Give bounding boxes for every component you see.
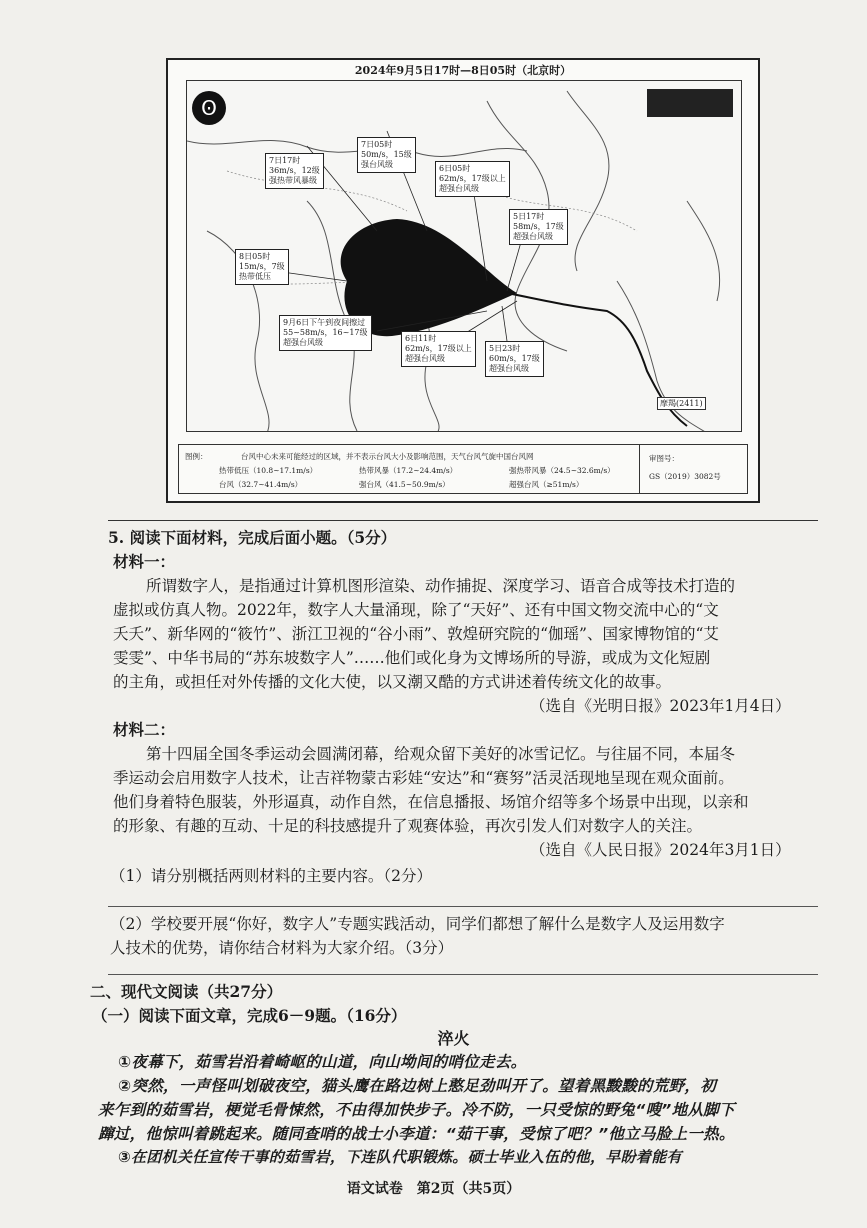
material2-line: 他们身着特色服装，外形逼真，动作自然，在信息播报、场馆介绍等多个场景中出现，以亲和 — [113, 793, 749, 811]
legend-item: 强热带风暴（24.5~32.6m/s） — [509, 466, 615, 475]
callout-6d11: 6日11时 62m/s，17级以上 超强台风级 — [401, 331, 476, 367]
legend-heading: 图例： — [185, 452, 208, 461]
article-paragraph-line: 来乍到的茹雪岩，梗觉毛骨悚然，不由得加快步子。冷不防，一只受惊的野兔“嗖”地从脚下 — [98, 1101, 735, 1119]
material2-line: 季运动会启用数字人技术，让吉祥物蒙古彩娃“安达”和“赛努”活灵活现地呈现在观众面前。 — [113, 769, 734, 787]
callout-7d17: 7日17时 36m/s，12级 强热带风暴级 — [265, 153, 324, 189]
material1-line: 夭夭”、新华网的“筱竹”、浙江卫视的“谷小雨”、敦煌研究院的“伽瑶”、国家博物馆的“艾 — [113, 625, 719, 643]
q5-sub2-line: 人技术的优势，请你结合材料为大家介绍。（3分） — [110, 939, 454, 957]
typhoon-map-figure — [166, 58, 760, 503]
callout-7d05: 7日05时 50m/s，15级 强台风级 — [357, 137, 416, 173]
material2-label: 材料二： — [113, 720, 176, 739]
section2-heading: 二、现代文阅读（共27分） — [90, 982, 283, 1001]
answer-line — [108, 974, 818, 975]
callout-5d23: 5日23时 60m/s，17级 超强台风级 — [485, 341, 544, 377]
article-title: 淬火 — [437, 1029, 470, 1048]
q5-sub2-line: （2）学校要开展“你好，数字人”专题实践活动，同学们都想了解什么是数字人及运用数字 — [110, 915, 725, 933]
material1-line: 虚拟或仿真人物。2022年，数字人大量涌现，除了“天好”、还有中国文物交流中心的“文 — [113, 601, 719, 619]
answer-line — [108, 906, 818, 907]
material1-line: 的主角，或担任对外传播的文化大使，以又潮又酷的方式讲述着传统文化的故事。 — [113, 673, 672, 691]
article-paragraph-line: ①夜幕下，茹雪岩沿着崎岖的山道，向山坳间的哨位走去。 — [118, 1053, 527, 1071]
review-label: 审图号： — [649, 454, 679, 463]
color-legend-block — [647, 89, 733, 117]
material2-line: 的形象、有趣的互动、十足的科技感提升了观赛体验，再次引发人们对数字人的关注。 — [113, 817, 703, 835]
typhoon-name-label: 摩羯(2411) — [657, 397, 706, 410]
callout-6d05: 6日05时 62m/s，17级以上 超强台风级 — [435, 161, 510, 197]
legend-item: 超强台风（≥51m/s） — [509, 480, 584, 489]
legend-note: 台风中心未来可能经过的区域，并不表示台风大小及影响范围，天气台风气旋中国台风网 — [241, 452, 534, 461]
legend-item: 强台风（41.5~50.9m/s） — [359, 480, 450, 489]
callout-5d17: 5日17时 58m/s，17级 超强台风级 — [509, 209, 568, 245]
legend-divider — [639, 445, 640, 493]
callout-8d05: 8日05时 15m/s，7级 热带低压 — [235, 249, 289, 285]
article-paragraph-line: ③在团机关任宣传干事的茹雪岩，下连队代职锻炼。硕士毕业入伍的他，早盼着能有 — [118, 1148, 682, 1166]
q5-heading: 5. 阅读下面材料，完成后面小题。（5分） — [108, 528, 397, 547]
q5-sub1: （1）请分别概括两则材料的主要内容。（2分） — [110, 867, 432, 885]
weather-logo-icon: Ꙩ — [192, 91, 226, 125]
article-paragraph-line: 蹿过，他惊叫着跳起来。随同查哨的战士小李道：“茹干事，受惊了吧？”他立马脸上一热。 — [98, 1125, 735, 1143]
divider — [108, 520, 818, 521]
map-title: 2024年9月5日17时—8日05时（北京时） — [354, 64, 572, 77]
map-area — [186, 80, 742, 432]
section2-subheading: （一）阅读下面文章，完成6－9题。（16分） — [92, 1006, 407, 1025]
material1-line: 雯雯”、中华书局的“苏东坡数字人”……他们或化身为文博场所的导游，或成为文化短剧 — [113, 649, 711, 667]
legend-item: 热带低压（10.8~17.1m/s） — [219, 466, 318, 475]
legend-item: 台风（32.7~41.4m/s） — [219, 480, 303, 489]
legend-item: 热带风暴（17.2~24.4m/s） — [359, 466, 458, 475]
callout-6d-evening: 9月6日下午到夜间擦过 55~58m/s，16~17级 超强台风级 — [279, 315, 372, 351]
article-paragraph-line: ②突然，一声怪叫划破夜空，猫头鹰在路边树上憨足劲叫开了。望着黑黢黢的荒野，初 — [118, 1077, 717, 1095]
map-legend — [178, 444, 748, 494]
material2-source: （选自《人民日报》2024年3月1日） — [530, 841, 791, 859]
review-number: GS（2019）3082号 — [649, 472, 721, 481]
material1-line: 所谓数字人，是指通过计算机图形渲染、动作捕捉、深度学习、语音合成等技术打造的 — [146, 577, 736, 595]
material2-line: 第十四届全国冬季运动会圆满闭幕，给观众留下美好的冰雪记忆。与往届不同，本届冬 — [146, 745, 736, 763]
material1-source: （选自《光明日报》2023年1月4日） — [530, 697, 791, 715]
material1-label: 材料一： — [113, 552, 176, 571]
page-footer: 语文试卷 第2页（共5页） — [346, 1181, 521, 1197]
